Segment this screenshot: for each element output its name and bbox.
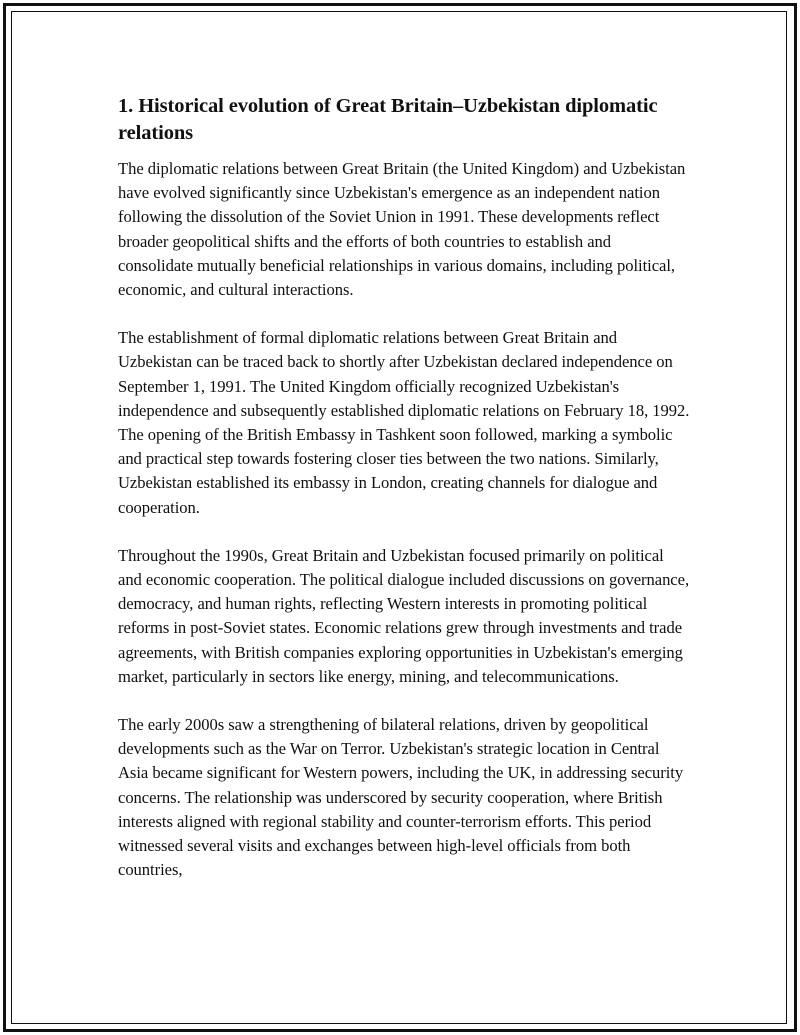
paragraph-establishment: The establishment of formal diplomatic relations between Great Britain and Uzbekistan can be traced back to shortly after Uzbekistan declared independence on September 1, 1991. The United Kingdom officially recognized Uzbekistan's independence and subsequently established diplomatic relations on February 18, 1992. The opening of the British Embassy in Tashkent soon followed, marking a symbolic and practical step towards fostering closer ties between the two nations. Similarly, Uzbekistan established its embassy in London, creating channels for dialogue and cooperation. (118, 328, 690, 517)
paragraph-early-2000s: The early 2000s saw a strengthening of bilateral relations, driven by geopolitical developments such as the War on Terror. Uzbekistan's strategic location in Central Asia became significant for Western powers, including the UK, in addressing security concerns. The relationship was underscored by security cooperation, where British interests aligned with regional stability and counter-terrorism efforts. This period witnessed several visits and exchanges between high-level officials from both countries, (118, 715, 684, 880)
paragraph-1990s-cooperation: Throughout the 1990s, Great Britain and Uzbekistan focused primarily on political and economic cooperation. The political dialogue included discussions on governance, democracy, and human rights, reflecting Western interests in promoting political reforms in post-Soviet states. Economic relations grew through investments and trade agreements, with British companies exploring opportunities in Uzbekistan's emerging market, particularly in sectors like energy, mining, and telecommunications. (118, 545, 690, 686)
document-body (118, 93, 690, 906)
section-heading: 1. Historical evolution of Great Britain–Uzbekistan diplomatic relations (118, 95, 658, 144)
paragraph-introduction: The diplomatic relations between Great Britain (the United Kingdom) and Uzbekistan have evolved significantly since Uzbekistan's emergence as an independent nation following the dissolution of the Soviet Union in 1991. These developments reflect broader geopolitical shifts and the efforts of both countries to establish and consolidate mutually beneficial relationships in various domains, including political, economic, and cultural interactions. (118, 159, 686, 300)
